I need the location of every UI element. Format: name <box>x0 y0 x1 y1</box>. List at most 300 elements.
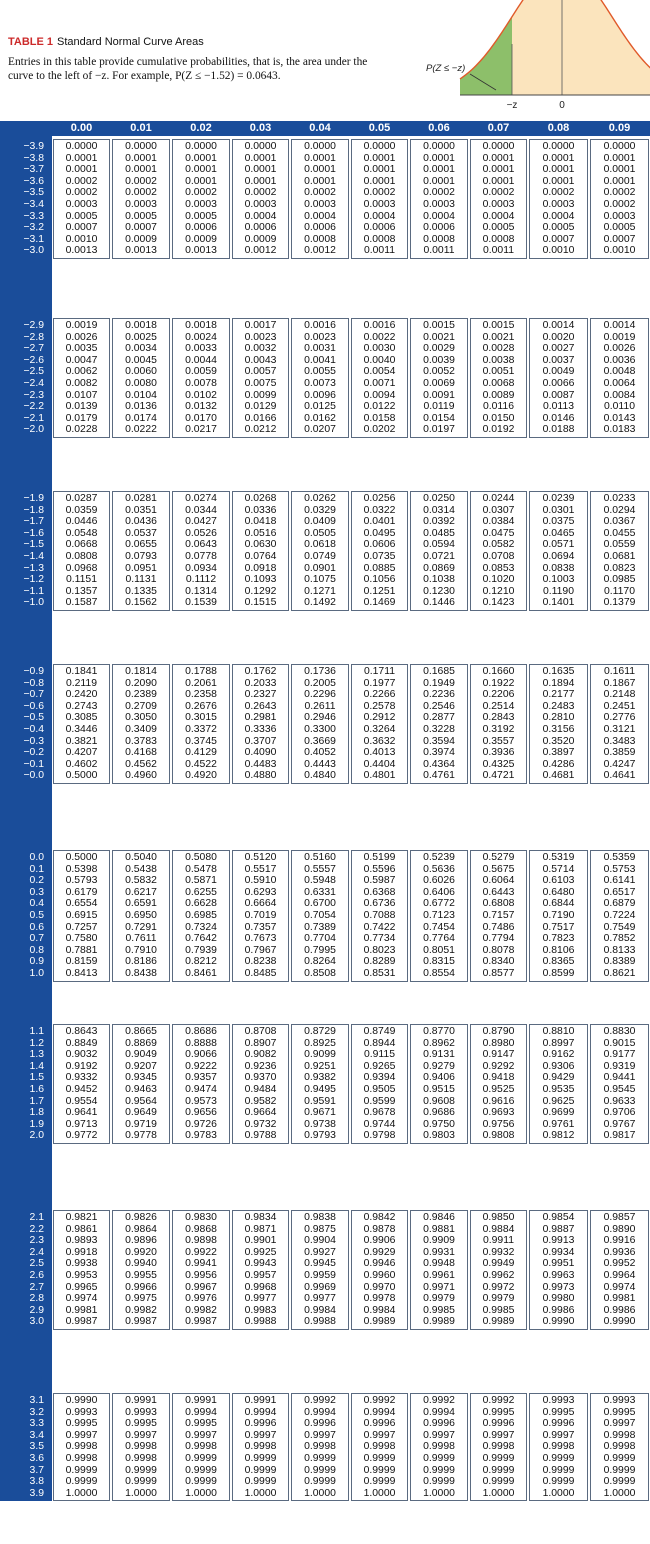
probability-cell: 0.1711 <box>363 666 395 677</box>
probability-cell: 0.0192 <box>482 424 515 436</box>
probability-cell: 0.1423 <box>482 597 515 609</box>
probability-cell: 0.8849 <box>65 1037 98 1049</box>
probability-cell: 0.0001 <box>185 152 217 164</box>
probability-cell: 0.8212 <box>185 956 217 968</box>
probability-cell: 0.9971 <box>423 1281 455 1293</box>
probability-cell: 0.0808 <box>65 551 98 562</box>
probability-cell: 0.0287 <box>65 493 98 504</box>
probability-cell: 0.9998 <box>65 1453 98 1464</box>
z-value: 3.1 <box>29 1395 44 1406</box>
probability-cell: 0.0000 <box>423 141 455 152</box>
probability-cell: 0.0000 <box>304 141 336 152</box>
probability-cell: 0.0023 <box>304 331 336 343</box>
probability-cell: 0.0039 <box>423 354 455 366</box>
probability-cell: 0.8925 <box>304 1037 336 1049</box>
probability-cell: 0.0001 <box>244 152 277 164</box>
probability-cell: 0.0000 <box>244 141 277 152</box>
probability-cell: 0.0013 <box>125 245 157 257</box>
probability-cell: 0.9990 <box>603 1316 636 1328</box>
probability-cell: 0.1357 <box>65 585 98 597</box>
probability-cell: 0.9999 <box>542 1464 575 1476</box>
probability-cell: 0.8554 <box>423 968 455 979</box>
probability-cell: 0.9999 <box>304 1453 336 1464</box>
probability-cell: 0.0005 <box>185 210 217 222</box>
probability-cell: 0.9382 <box>304 1072 336 1084</box>
probability-cell: 0.9931 <box>423 1246 455 1258</box>
probability-cell: 0.9850 <box>482 1212 515 1223</box>
probability-cell: 0.3156 <box>542 724 575 735</box>
probability-cell: 0.9279 <box>423 1060 455 1072</box>
column-header-0-05: 0.05 <box>368 122 391 134</box>
probability-cell: 0.0985 <box>603 574 636 586</box>
table-row <box>0 1119 650 1131</box>
probability-cell: 0.9997 <box>423 1429 455 1441</box>
probability-cell: 0.2119 <box>65 677 97 689</box>
probability-cell: 0.9966 <box>125 1281 157 1293</box>
probability-cell: 0.2033 <box>244 677 277 689</box>
probability-cell: 0.7823 <box>542 933 575 945</box>
probability-cell: 0.9965 <box>65 1281 98 1293</box>
table-row <box>0 1418 650 1430</box>
probability-cell: 0.6736 <box>363 898 396 910</box>
probability-cell: 0.3897 <box>542 747 575 759</box>
z-value: −3.7 <box>23 164 44 176</box>
probability-cell: 0.9418 <box>482 1072 515 1084</box>
column-header-row <box>0 121 650 136</box>
probability-cell: 0.7486 <box>482 921 515 933</box>
table-row <box>0 1476 650 1488</box>
probability-cell: 0.8485 <box>244 968 277 979</box>
probability-cell: 0.9929 <box>363 1246 396 1258</box>
probability-cell: 0.3594 <box>423 735 455 747</box>
probability-cell: 0.9854 <box>542 1212 575 1223</box>
probability-cell: 0.9993 <box>65 1406 98 1418</box>
probability-cell: 0.9999 <box>304 1476 336 1488</box>
probability-cell: 0.0014 <box>542 320 575 331</box>
probability-cell: 0.7881 <box>65 944 98 956</box>
probability-cell: 0.1075 <box>304 574 336 586</box>
table-row <box>0 910 650 922</box>
probability-cell: 0.1814 <box>125 666 157 677</box>
probability-cell: 0.6700 <box>304 898 336 910</box>
probability-cell: 0.0838 <box>542 562 575 574</box>
probability-cell: 0.0183 <box>603 424 636 436</box>
probability-cell: 0.0008 <box>363 233 396 245</box>
probability-cell: 0.1093 <box>244 574 277 586</box>
probability-cell: 0.2266 <box>363 689 396 701</box>
z-value: 1.0 <box>29 968 44 979</box>
probability-cell: 0.9429 <box>542 1072 575 1084</box>
probability-cell: 0.9991 <box>185 1395 217 1406</box>
probability-cell: 0.0016 <box>304 320 336 331</box>
probability-cell: 0.9936 <box>603 1246 636 1258</box>
probability-cell: 0.9719 <box>125 1118 157 1130</box>
probability-cell: 0.9838 <box>304 1212 336 1223</box>
probability-cell: 0.0139 <box>65 401 98 413</box>
probability-cell: 0.0329 <box>304 504 336 516</box>
probability-cell: 0.6554 <box>65 898 98 910</box>
probability-cell: 0.0002 <box>542 187 575 199</box>
column-header-0-09: 0.09 <box>608 122 631 134</box>
table-row <box>0 1441 650 1453</box>
probability-cell: 0.8413 <box>65 968 98 979</box>
table-row <box>0 1453 650 1465</box>
probability-cell: 0.1539 <box>185 597 217 609</box>
probability-cell: 0.0129 <box>244 401 277 413</box>
probability-cell: 0.0367 <box>603 516 636 528</box>
probability-cell: 0.0001 <box>482 164 515 176</box>
table-row <box>0 1407 650 1419</box>
probability-cell: 0.9162 <box>542 1049 575 1061</box>
table-block <box>0 1024 650 1144</box>
probability-cell: 0.4602 <box>65 758 98 770</box>
probability-cell: 0.0003 <box>603 210 636 222</box>
probability-cell: 0.0048 <box>603 366 636 378</box>
probability-cell: 0.0021 <box>423 331 455 343</box>
probability-cell: 0.0132 <box>185 401 217 413</box>
probability-cell: 0.9999 <box>244 1476 277 1488</box>
probability-cell: 0.5948 <box>304 875 336 887</box>
table-row <box>0 320 650 332</box>
probability-cell: 0.0668 <box>65 539 98 551</box>
table-row <box>0 1316 650 1328</box>
table-row <box>0 505 650 517</box>
probability-cell: 0.0336 <box>244 504 277 516</box>
probability-cell: 0.6879 <box>603 898 636 910</box>
probability-cell: 0.9999 <box>125 1476 157 1488</box>
table-row <box>0 164 650 176</box>
probability-cell: 0.2005 <box>304 677 336 689</box>
probability-cell: 0.7939 <box>185 944 217 956</box>
probability-cell: 0.0013 <box>185 245 217 257</box>
probability-cell: 0.5636 <box>423 863 455 875</box>
probability-cell: 0.1562 <box>125 597 157 609</box>
probability-cell: 0.0643 <box>185 539 217 551</box>
table-row <box>0 187 650 199</box>
probability-cell: 0.9964 <box>603 1270 636 1281</box>
probability-cell: 0.7580 <box>65 933 98 945</box>
probability-cell: 0.8133 <box>603 944 636 956</box>
probability-cell: 0.9988 <box>244 1316 277 1328</box>
table-row <box>0 1038 650 1050</box>
probability-cell: 0.9452 <box>65 1084 98 1095</box>
probability-cell: 0.9997 <box>363 1429 396 1441</box>
probability-cell: 0.1492 <box>304 597 336 609</box>
probability-cell: 0.4641 <box>603 770 636 782</box>
probability-cell: 0.0064 <box>603 378 636 389</box>
probability-cell: 0.0094 <box>363 389 396 401</box>
table-number: TABLE 1 <box>8 36 54 48</box>
probability-cell: 0.9726 <box>185 1118 217 1130</box>
probability-cell: 0.0035 <box>65 343 98 355</box>
probability-cell: 1.0000 <box>542 1487 575 1499</box>
probability-cell: 0.1469 <box>363 597 396 609</box>
probability-cell: 0.0025 <box>125 331 157 343</box>
probability-cell: 0.0099 <box>244 389 277 401</box>
probability-cell: 0.9995 <box>603 1406 636 1418</box>
probability-cell: 0.6064 <box>482 875 515 887</box>
probability-cell: 0.3632 <box>363 735 396 747</box>
table-row <box>0 724 650 736</box>
probability-cell: 0.1894 <box>542 677 575 689</box>
probability-cell: 0.0197 <box>423 424 455 436</box>
probability-cell: 0.0001 <box>482 152 515 164</box>
probability-cell: 0.0001 <box>125 152 157 164</box>
probability-cell: 0.9999 <box>363 1453 396 1464</box>
probability-cell: 0.9265 <box>363 1060 396 1072</box>
probability-cell: 0.9505 <box>363 1084 396 1095</box>
probability-cell: 0.9826 <box>125 1212 157 1223</box>
probability-cell: 0.1660 <box>482 666 515 677</box>
probability-cell: 0.0002 <box>482 187 515 199</box>
probability-cell: 0.9999 <box>482 1476 515 1488</box>
probability-cell: 0.0154 <box>423 412 455 424</box>
probability-cell: 0.9999 <box>65 1476 98 1488</box>
probability-cell: 0.9582 <box>244 1095 277 1107</box>
probability-cell: 0.9996 <box>244 1418 277 1430</box>
z-value: −0.8 <box>23 677 44 689</box>
probability-cell: 0.0007 <box>125 222 157 234</box>
table-header-area <box>0 0 650 118</box>
probability-cell: 0.2061 <box>185 677 217 689</box>
table-row <box>0 176 650 188</box>
table-row <box>0 736 650 748</box>
probability-cell: 0.0446 <box>65 516 98 528</box>
z-value: 2.2 <box>29 1223 44 1235</box>
probability-cell: 0.0011 <box>363 245 395 257</box>
probability-cell: 0.9778 <box>125 1130 157 1142</box>
probability-cell: 0.0301 <box>542 504 575 516</box>
probability-cell: 0.8770 <box>423 1026 455 1037</box>
probability-cell: 0.5438 <box>125 863 157 875</box>
probability-cell: 0.0823 <box>603 562 636 574</box>
probability-cell: 0.9998 <box>363 1441 396 1453</box>
z-value: −0.1 <box>23 758 44 770</box>
table-row <box>0 234 650 246</box>
probability-cell: 0.0075 <box>244 378 277 389</box>
probability-cell: 0.0314 <box>423 504 455 516</box>
probability-cell: 0.9875 <box>304 1223 336 1235</box>
probability-cell: 0.9992 <box>304 1395 336 1406</box>
probability-cell: 0.7190 <box>542 910 575 921</box>
probability-cell: 0.1977 <box>363 677 396 689</box>
probability-cell: 0.0004 <box>363 210 396 222</box>
probability-cell: 0.0009 <box>244 233 277 245</box>
probability-cell: 0.1922 <box>482 677 515 689</box>
table-row <box>0 956 650 968</box>
probability-cell: 0.0019 <box>603 331 636 343</box>
probability-cell: 0.0054 <box>363 366 396 378</box>
probability-cell: 0.0024 <box>185 331 217 343</box>
z-value: −3.2 <box>23 222 44 234</box>
probability-cell: 0.9967 <box>185 1281 217 1293</box>
probability-cell: 0.7357 <box>244 921 277 933</box>
probability-cell: 0.2148 <box>603 689 636 701</box>
probability-cell: 0.9756 <box>482 1118 515 1130</box>
table-row <box>0 153 650 165</box>
probability-cell: 0.0001 <box>304 164 336 176</box>
probability-cell: 0.9999 <box>244 1464 277 1476</box>
probability-cell: 0.0475 <box>482 527 515 539</box>
table-row <box>0 1235 650 1247</box>
probability-cell: 0.9999 <box>542 1453 575 1464</box>
probability-cell: 0.9625 <box>542 1095 575 1107</box>
probability-cell: 0.0537 <box>125 527 157 539</box>
probability-cell: 0.5160 <box>304 852 336 863</box>
probability-cell: 0.9994 <box>423 1406 455 1418</box>
probability-cell: 0.6368 <box>363 886 396 898</box>
probability-cell: 0.9992 <box>482 1395 515 1406</box>
probability-cell: 0.0004 <box>423 210 455 222</box>
probability-cell: 0.1003 <box>542 574 575 586</box>
probability-cell: 0.5675 <box>482 863 515 875</box>
z-value: 2.6 <box>29 1270 44 1281</box>
probability-cell: 0.1335 <box>125 585 157 597</box>
probability-cell: 0.0001 <box>603 164 636 176</box>
probability-cell: 0.0004 <box>482 210 515 222</box>
probability-cell: 0.9996 <box>363 1418 396 1430</box>
probability-cell: 0.6950 <box>125 910 157 921</box>
probability-cell: 0.9474 <box>185 1084 217 1095</box>
probability-cell: 0.0934 <box>185 562 217 574</box>
probability-cell: 0.0001 <box>304 175 336 187</box>
z-value: 3.5 <box>29 1441 44 1453</box>
z-value: −3.8 <box>23 152 44 164</box>
probability-cell: 0.1685 <box>423 666 455 677</box>
probability-cell: 0.0001 <box>423 164 455 176</box>
probability-cell: 0.8686 <box>185 1026 217 1037</box>
probability-cell: 0.9992 <box>363 1395 396 1406</box>
z-value: −1.6 <box>23 527 44 539</box>
tick-zero: 0 <box>559 100 565 111</box>
probability-cell: 0.8980 <box>482 1037 515 1049</box>
probability-cell: 0.9463 <box>125 1084 157 1095</box>
probability-cell: 0.9881 <box>423 1223 455 1235</box>
probability-cell: 0.8810 <box>542 1026 575 1037</box>
table-row <box>0 689 650 701</box>
probability-cell: 0.0015 <box>423 320 455 331</box>
probability-cell: 0.1038 <box>423 574 455 586</box>
z-value: 1.6 <box>29 1084 44 1095</box>
probability-cell: 0.7257 <box>65 921 98 933</box>
probability-cell: 0.2946 <box>304 712 336 724</box>
probability-cell: 0.9995 <box>482 1406 515 1418</box>
probability-cell: 0.2358 <box>185 689 217 701</box>
probability-cell: 0.5478 <box>185 863 217 875</box>
table-block <box>0 1393 650 1501</box>
probability-cell: 0.0047 <box>65 354 98 366</box>
probability-cell: 0.7910 <box>125 944 157 956</box>
probability-cell: 0.0031 <box>304 343 336 355</box>
probability-cell: 0.0001 <box>542 164 575 176</box>
probability-cell: 0.9975 <box>125 1293 157 1305</box>
probability-cell: 0.9957 <box>244 1270 277 1281</box>
probability-cell: 0.9970 <box>363 1281 396 1293</box>
probability-cell: 0.9909 <box>423 1235 455 1247</box>
probability-cell: 0.2981 <box>244 712 277 724</box>
z-value: 3.3 <box>29 1418 44 1430</box>
probability-cell: 0.0869 <box>423 562 455 574</box>
probability-cell: 0.3483 <box>603 735 636 747</box>
probability-cell: 0.9115 <box>363 1049 395 1061</box>
table-row <box>0 211 650 223</box>
probability-cell: 0.9998 <box>125 1441 157 1453</box>
probability-cell: 0.0010 <box>542 245 575 257</box>
probability-cell: 0.2177 <box>542 689 575 701</box>
probability-cell: 0.0000 <box>125 141 157 152</box>
probability-cell: 0.1230 <box>423 585 455 597</box>
probability-cell: 0.0721 <box>423 551 455 562</box>
probability-cell: 0.9913 <box>542 1235 575 1247</box>
probability-cell: 0.4052 <box>304 747 336 759</box>
probability-cell: 0.0037 <box>542 354 575 366</box>
probability-cell: 0.0005 <box>65 210 98 222</box>
probability-cell: 0.9960 <box>363 1270 396 1281</box>
probability-cell: 0.2843 <box>482 712 515 724</box>
probability-cell: 0.1020 <box>482 574 515 586</box>
z-value: −0.4 <box>23 724 44 735</box>
probability-cell: 0.9904 <box>304 1235 336 1247</box>
probability-cell: 0.0853 <box>482 562 515 574</box>
probability-cell: 0.9962 <box>482 1270 515 1281</box>
probability-cell: 0.0294 <box>603 504 636 516</box>
probability-cell: 0.6443 <box>482 886 515 898</box>
probability-cell: 0.7422 <box>363 921 396 933</box>
probability-cell: 0.0010 <box>65 233 98 245</box>
probability-cell: 0.9803 <box>423 1130 455 1142</box>
probability-cell: 0.0119 <box>423 401 455 413</box>
probability-cell: 0.9997 <box>65 1429 98 1441</box>
probability-cell: 0.6628 <box>185 898 217 910</box>
probability-cell: 0.8389 <box>603 956 636 968</box>
probability-cell: 0.4920 <box>185 770 217 782</box>
probability-cell: 0.9406 <box>423 1072 455 1084</box>
column-header-0-06: 0.06 <box>428 122 450 134</box>
probability-cell: 0.0003 <box>244 199 277 210</box>
probability-cell: 0.9989 <box>482 1316 515 1328</box>
probability-cell: 0.8159 <box>65 956 98 968</box>
table-row <box>0 424 650 436</box>
probability-cell: 0.9066 <box>185 1049 217 1061</box>
table-row <box>0 712 650 724</box>
probability-cell: 0.6141 <box>603 875 636 887</box>
probability-cell: 0.0007 <box>542 233 575 245</box>
probability-cell: 0.0082 <box>65 378 98 389</box>
probability-cell: 0.0002 <box>423 187 455 199</box>
probability-cell: 0.9808 <box>482 1130 515 1142</box>
probability-cell: 0.7517 <box>542 921 575 933</box>
table-row <box>0 898 650 910</box>
probability-cell: 0.0002 <box>363 187 396 199</box>
probability-cell: 0.9868 <box>185 1223 217 1235</box>
probability-cell: 0.3372 <box>185 724 217 735</box>
probability-cell: 0.4840 <box>304 770 336 782</box>
probability-cell: 0.7088 <box>363 910 396 921</box>
normal-curve-figure <box>426 0 650 118</box>
probability-cell: 0.9554 <box>65 1095 98 1107</box>
probability-cell: 0.9306 <box>542 1060 575 1072</box>
probability-cell: 0.1949 <box>423 677 455 689</box>
probability-cell: 0.3974 <box>423 747 455 759</box>
probability-cell: 0.0001 <box>542 152 575 164</box>
table-row <box>0 378 650 390</box>
probability-cell: 0.2611 <box>304 700 336 712</box>
probability-cell: 0.8365 <box>542 956 575 968</box>
table-row <box>0 574 650 586</box>
table-row <box>0 1247 650 1259</box>
probability-cell: 0.9998 <box>304 1441 336 1453</box>
probability-cell: 0.9192 <box>65 1060 98 1072</box>
